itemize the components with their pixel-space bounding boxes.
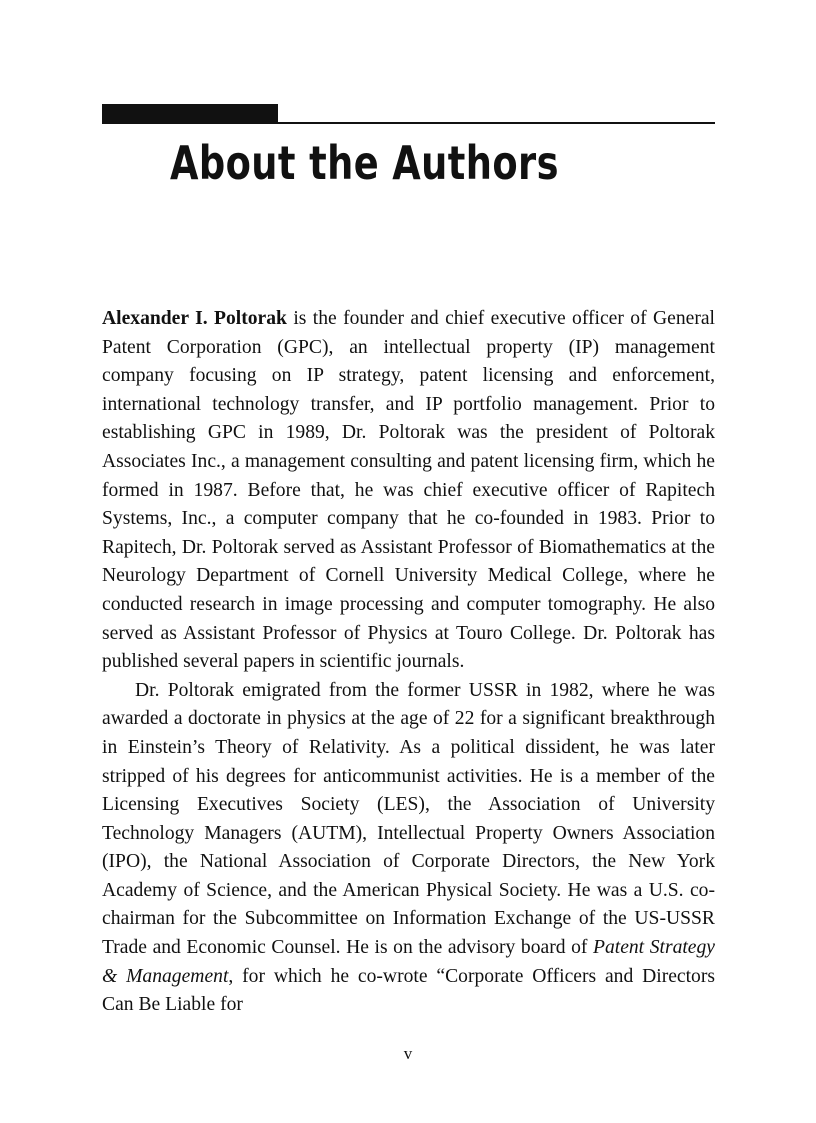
author-name: Alexander I. Poltorak [102,308,287,329]
bio-text [102,305,715,1020]
bio-paragraph-1 [102,305,715,677]
bio-paragraph-2 [102,677,715,1020]
bio-paragraph-2-text-end: , for which he co-wrote “Corporate Officers and Directors Can Be Liable for [102,965,715,1016]
bio-paragraph-2-text: Dr. Poltorak emigrated from the former USSR in 1982, where he was awarded a doctorate in physics at the age of 22 for a significant breakthrough in Einstein’s Theory of Relativity. As a political dissident, he was later stripped of his degrees for anticommunist activities. He is a member of the Licensing Executives Society (LES), the Association of University Technology Managers (AUTM), Intellectual Property Owners Association (IPO), the National Association of Corporate Directors, the New York Academy of Science, and the American Physical Society. He was a U.S. co-chairman for the Subcommittee on Information Exchange of the US-USSR Trade and Economic Counsel. He is on the advisory board of [102,679,715,959]
publication-title: Patent Strategy & Management [102,937,715,987]
bio-paragraph-1-text: is the founder and chief executive officer of General Patent Corporation (GPC), an intellectual property (IP) management company focusing on IP strategy, patent licensing and enforcement, international technology transfer, and IP portfolio management. Prior to establishing GPC in 1989, Dr. Poltorak was the president of Poltorak Associates Inc., a management consulting and patent licensing firm, which he formed in 1987. Before that, he was chief executive officer of Rapitech Systems, Inc., a computer company that he co-founded in 1983. Prior to Rapitech, Dr. Poltorak served as Assistant Professor of Biomathematics at the Neurology Department of Cornell University Medical College, where he conducted research in image processing and computer tomography. He also served as Assistant Professor of Physics at Touro College. Dr. Poltorak has published several papers in scientific journals. [102,308,715,673]
chapter-title: About the Authors [170,136,559,190]
chapter-rule-thick [102,104,278,124]
page-number: v [403,1044,413,1063]
chapter-rule-thin [102,122,715,124]
